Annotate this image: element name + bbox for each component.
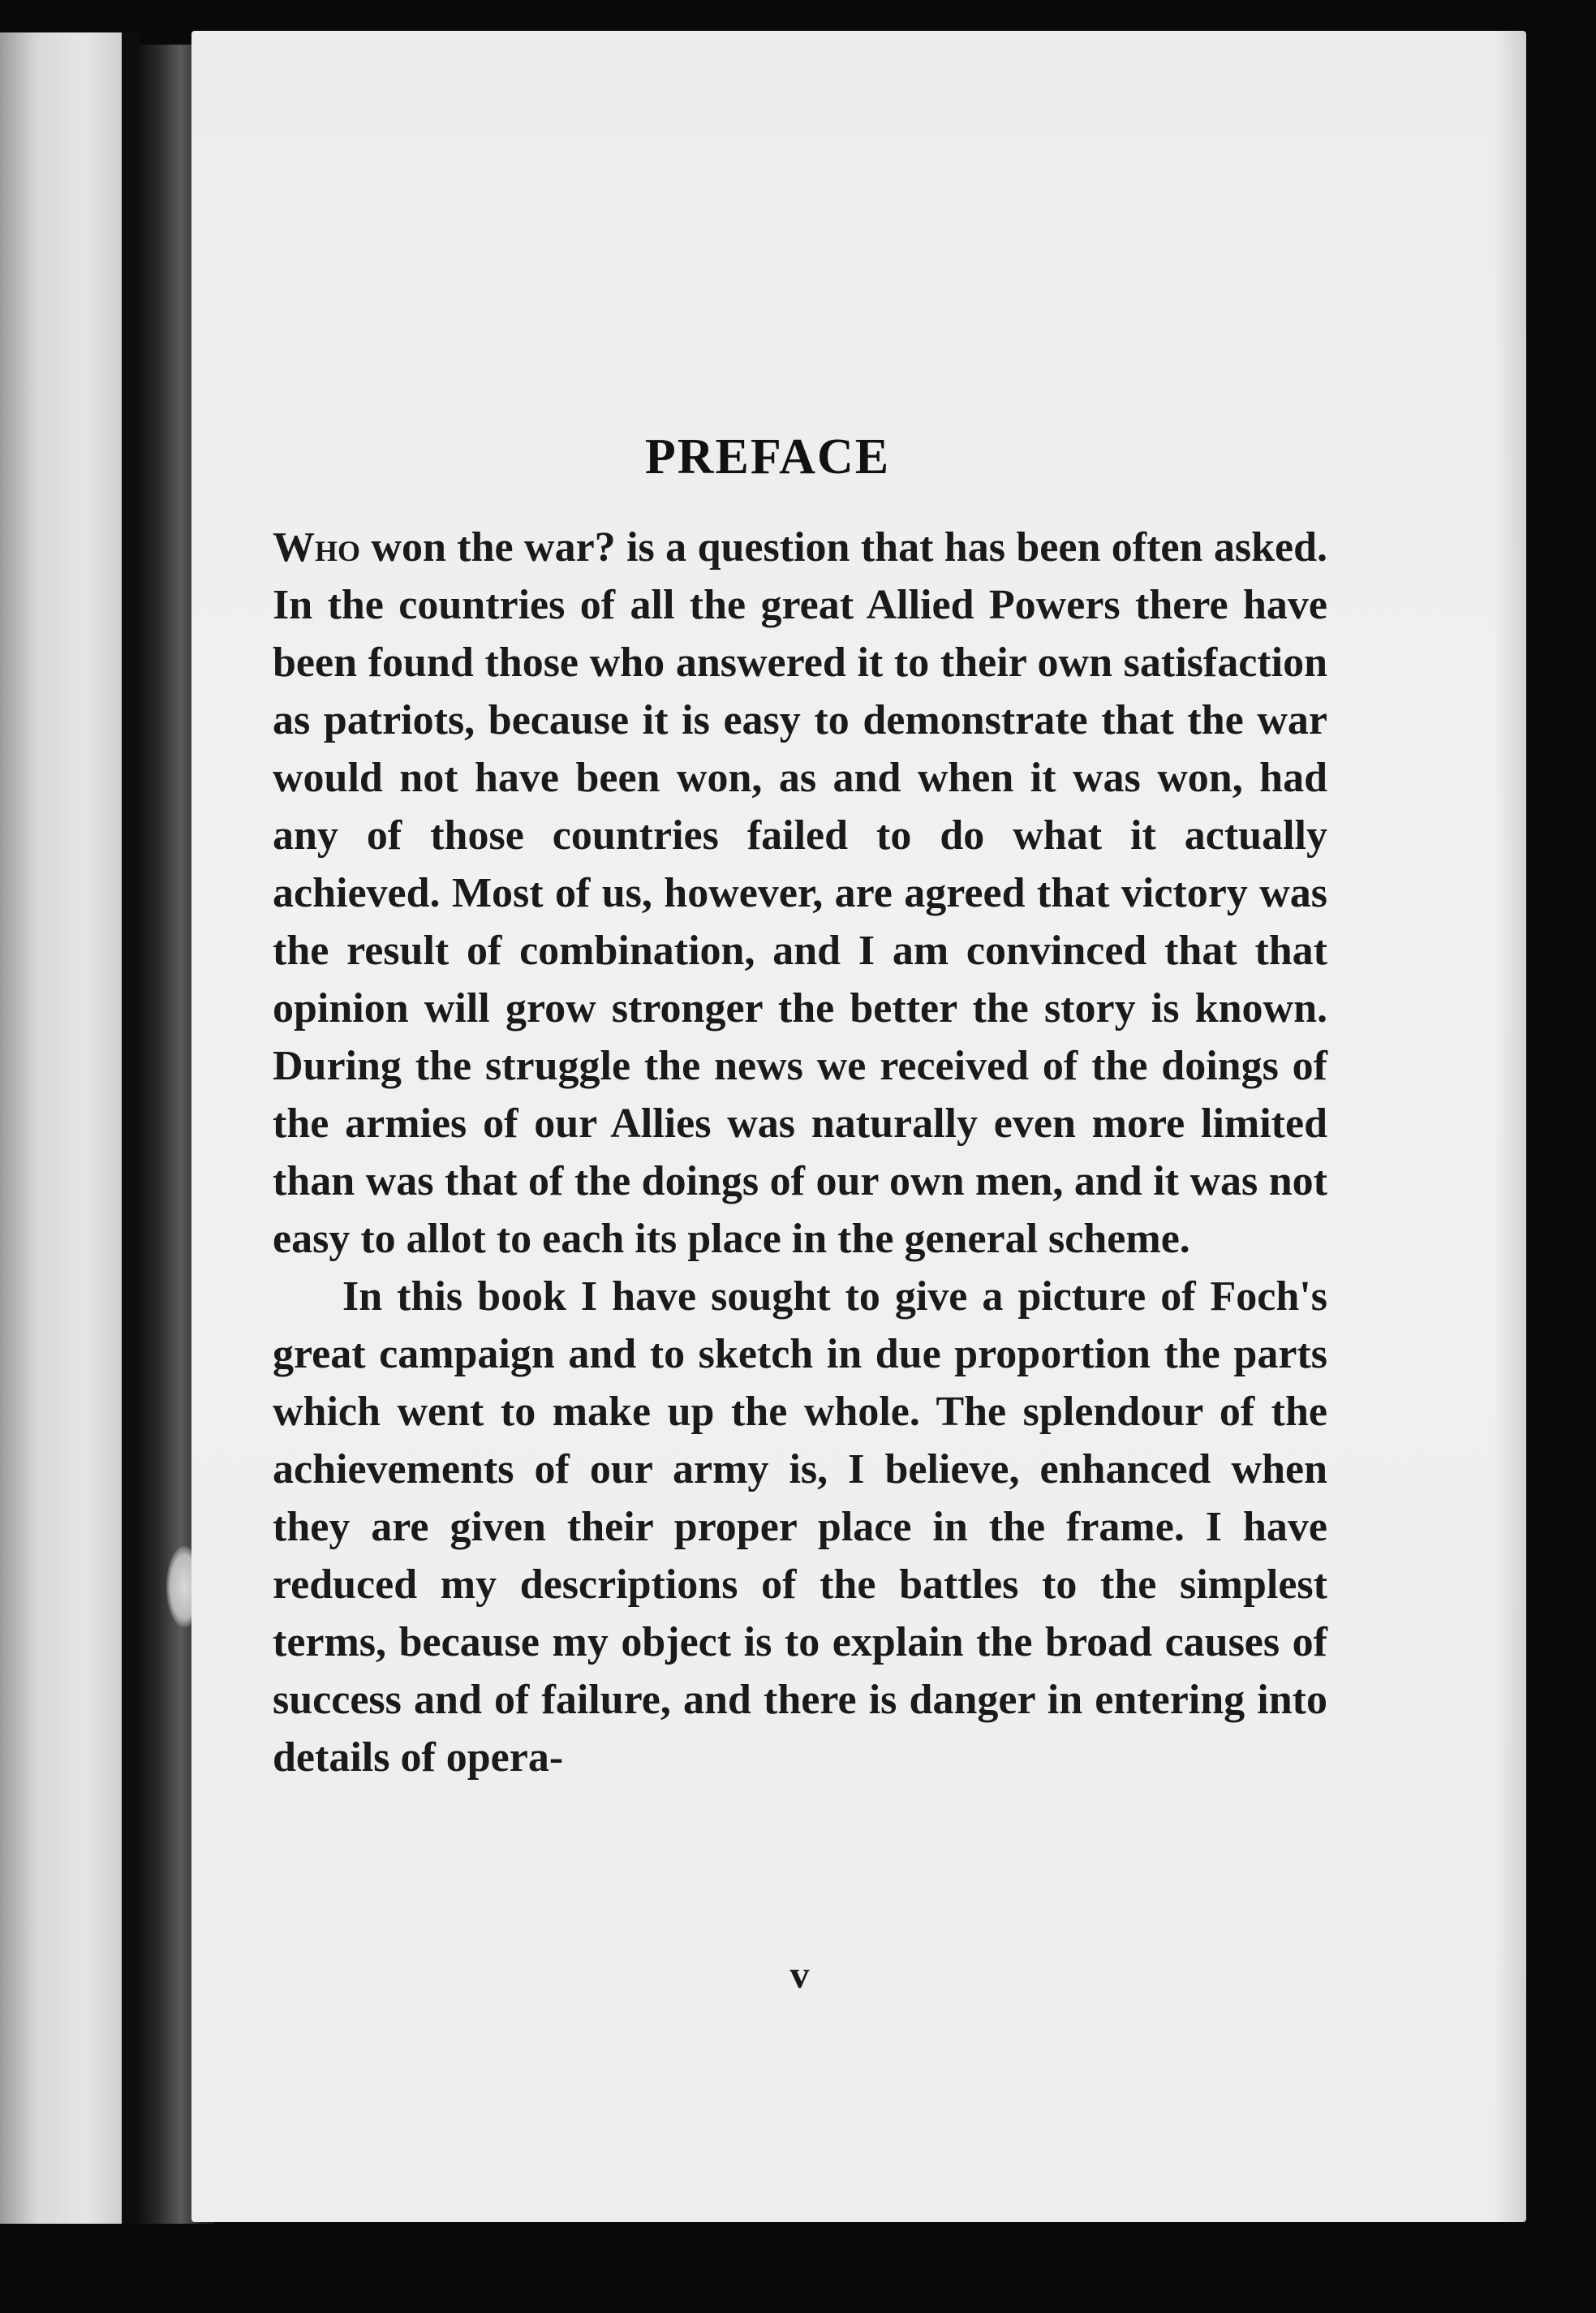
paragraph-1-text: won the war? is a question that has been often asked. In the countries of all the great Allied Powers there have been found those who answered it to their own satisfaction as patriots, because it is easy to demonstrate that the war would not have been won, as and when it was won, had any of those countries failed to do what it actually achieved. Most of us, however, are agreed that victory was the result of combination, and I am convinced that that opinion will grow stronger the better the story is known. During the struggle the news we received of the doings of the armies of our Allies was naturally even more limited than was that of the doings of our own men, and it was not easy to allot to each its place in the general scheme. — [273, 524, 1327, 1262]
paragraph-2: In this book I have sought to give a picture of Foch's great campaign and to sketch in due proportion the parts which went to make up the whole. The splendour of the achievements of our army is, I believe, enhanced when they are given their proper place in the frame. I have reduced my descriptions of the battles to the simplest terms, because my object is to explain the broad causes of success and of failure, and there is danger in entering into details of opera- — [273, 1273, 1327, 1781]
page-shadow — [1494, 31, 1526, 2222]
drop-lead: Who — [273, 524, 361, 571]
facing-page-edge — [0, 32, 122, 2224]
page-number: v — [789, 1953, 811, 1996]
book-page — [191, 31, 1526, 2222]
binding-gap — [122, 32, 140, 2224]
paragraph-1 — [273, 519, 1327, 1268]
page-title: PREFACE — [644, 429, 891, 485]
page-content — [273, 429, 1327, 1996]
